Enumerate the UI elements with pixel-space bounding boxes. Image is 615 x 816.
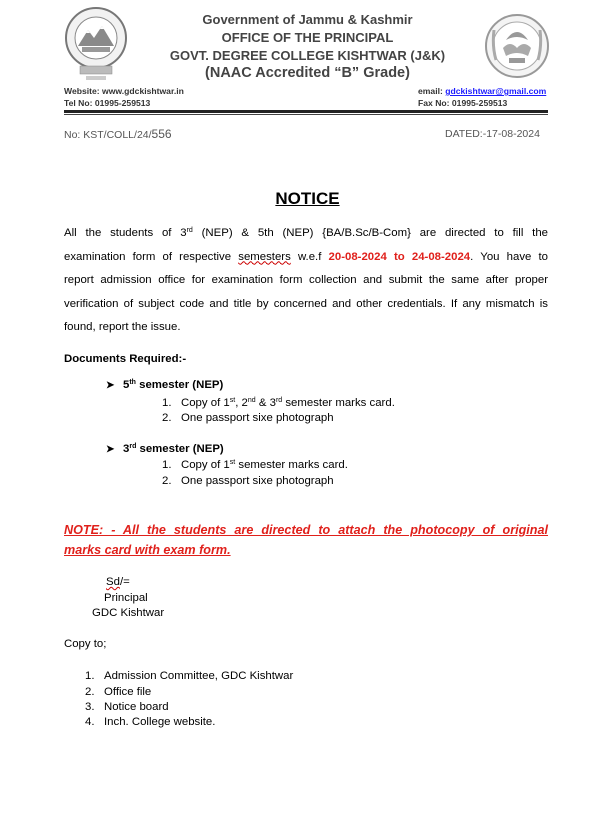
date-text: DATED:-17-08-2024 bbox=[445, 128, 540, 140]
list-item: 1. Copy of 1st, 2nd & 3rd semester marks card. bbox=[162, 397, 395, 409]
fax-text: Fax No: 01995-259513 bbox=[418, 98, 508, 108]
body-line-5: found, report the issue. bbox=[64, 321, 181, 334]
header-naac: (NAAC Accredited “B” Grade) bbox=[205, 65, 410, 81]
list-item: 1. Copy of 1st semester marks card. bbox=[162, 459, 348, 471]
header-rule bbox=[64, 110, 548, 113]
notice-title: NOTICE bbox=[275, 189, 340, 208]
copy-list-item: 3. Notice board bbox=[85, 701, 169, 713]
website-text: Website: www.gdckishtwar.in bbox=[64, 86, 184, 96]
signature-gdc: GDC Kishtwar bbox=[92, 607, 165, 619]
tel-text: Tel No: 01995-259513 bbox=[64, 98, 151, 108]
semester-5-heading: ➤ 5th semester (NEP) bbox=[106, 379, 224, 391]
arrow-bullet-icon: ➤ bbox=[106, 444, 115, 455]
body-line-4: verification of subject code and title by concerned and other credentials. If any mismatch is bbox=[64, 297, 548, 310]
list-item: 2. One passport sixe photograph bbox=[162, 475, 334, 487]
notice-body bbox=[64, 222, 548, 340]
copy-list-item: 4. Inch. College website. bbox=[85, 716, 216, 728]
ref-number: 556 bbox=[151, 127, 172, 141]
arrow-bullet-icon: ➤ bbox=[106, 380, 115, 391]
signature-sd: Sd/= bbox=[106, 576, 130, 588]
note-line-2: marks card with exam form. bbox=[64, 543, 231, 557]
email-line bbox=[418, 86, 546, 96]
copy-list-item: 1. Admission Committee, GDC Kishtwar bbox=[85, 670, 294, 682]
email-link[interactable]: gdckishtwar@gmail.com bbox=[445, 86, 547, 96]
signature-principal: Principal bbox=[104, 592, 148, 604]
copy-list-item: 2. Office file bbox=[85, 686, 152, 698]
documents-heading: Documents Required:- bbox=[64, 353, 187, 365]
body-line-2: examination form of respective semesters w.e.f 20-08-2024 to 24-08-2024. You have to bbox=[64, 250, 549, 263]
copy-to-label: Copy to; bbox=[64, 638, 107, 650]
list-item: 2. One passport sixe photograph bbox=[162, 412, 334, 424]
email-label: email: bbox=[418, 86, 446, 96]
college-logo bbox=[64, 6, 128, 82]
reference-number bbox=[64, 127, 172, 141]
note-text bbox=[64, 520, 548, 560]
header-office: OFFICE OF THE PRINCIPAL bbox=[221, 30, 394, 45]
body-line-3: report admission office for examination form collection and submit the same after proper bbox=[64, 274, 548, 287]
header-college: GOVT. DEGREE COLLEGE KISHTWAR (J&K) bbox=[169, 48, 446, 63]
date-range: 20-08-2024 to 24-08-2024 bbox=[328, 250, 471, 263]
header-government: Government of Jammu & Kashmir bbox=[202, 12, 413, 27]
note-line-1: NOTE: - All the students are directed to attach the photocopy of original bbox=[64, 523, 548, 537]
body-line-1: All the students of 3rd (NEP) & 5th (NEP) {BA/B.Sc/B-Com} are directed to fill the bbox=[64, 227, 548, 239]
header-rule-thin bbox=[64, 114, 548, 115]
semester-3-heading: ➤ 3rd semester (NEP) bbox=[106, 443, 224, 455]
ref-prefix: No: KST/COLL/24/ bbox=[64, 129, 152, 141]
